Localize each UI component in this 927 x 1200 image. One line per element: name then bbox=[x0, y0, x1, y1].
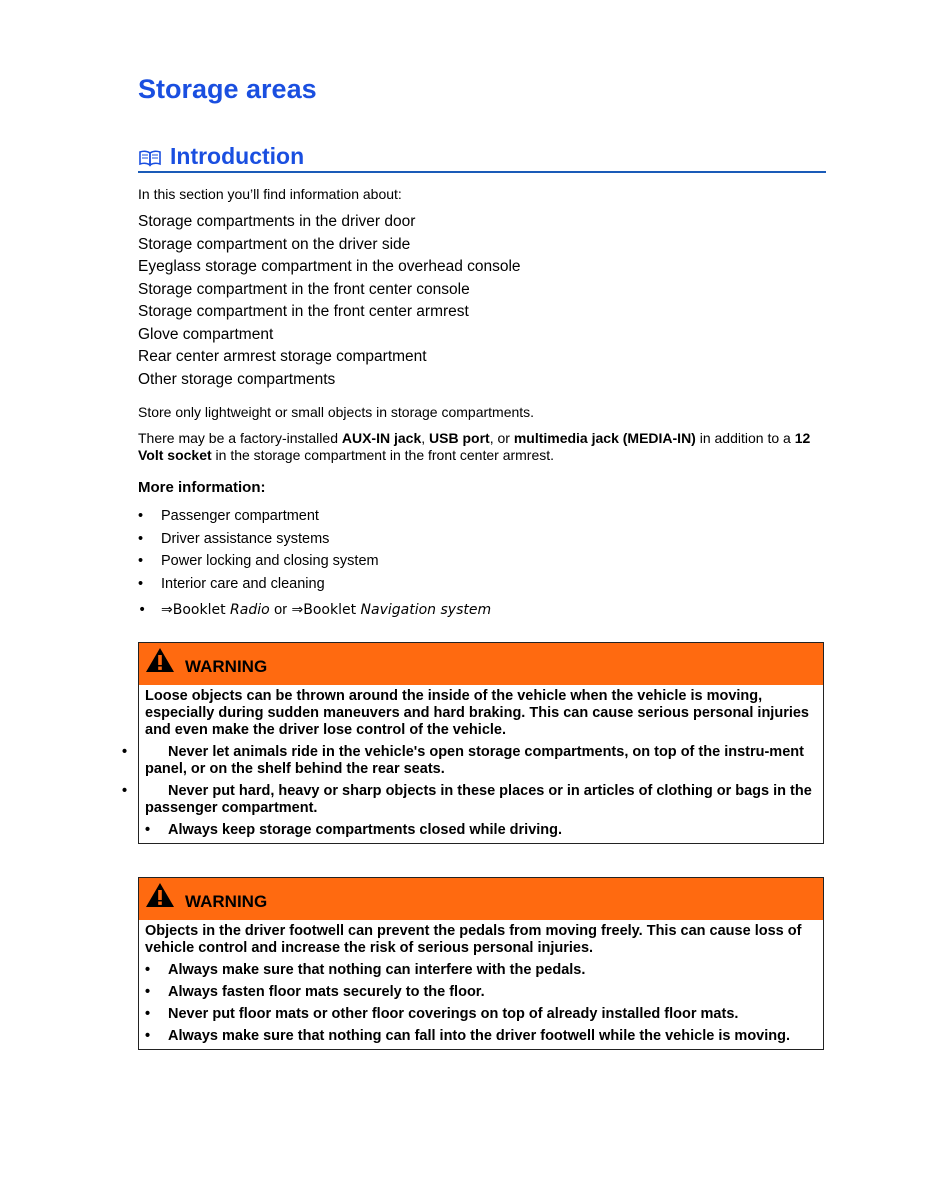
more-info-list bbox=[138, 505, 491, 622]
topic-item[interactable]: Other storage compartments bbox=[138, 370, 336, 388]
warning-triangle-icon bbox=[145, 882, 175, 908]
book-icon bbox=[138, 149, 162, 167]
more-info-link[interactable]: • Passenger compartment bbox=[138, 505, 491, 528]
topic-list bbox=[138, 211, 521, 391]
warning-item: • Always fasten floor mats securely to the floor. bbox=[145, 984, 485, 1000]
more-info-heading: More information: bbox=[138, 479, 266, 496]
more-info-link[interactable]: • Interior care and cleaning bbox=[138, 573, 491, 596]
storage-note: Store only lightweight or small objects in storage compartments. bbox=[138, 404, 535, 420]
topic-item[interactable]: Rear center armrest storage compartment bbox=[138, 348, 427, 365]
warning-body bbox=[139, 920, 823, 1049]
warning-text: Objects in the driver footwell can prevent the pedals from moving freely. This can cause loss of vehicle control and increase the risk of serious personal injuries. bbox=[145, 923, 802, 956]
section-title: Introduction bbox=[170, 143, 305, 169]
warning-item: • Always keep storage compartments closed while driving. bbox=[145, 822, 563, 838]
section-header bbox=[138, 142, 826, 173]
warning-body bbox=[122, 685, 823, 843]
warning-item: • Always make sure that nothing can fall into the driver footwell while the vehicle is moving. bbox=[145, 1028, 791, 1044]
warning-label: WARNING bbox=[185, 892, 268, 911]
warning-triangle-icon bbox=[145, 647, 175, 673]
topic-item[interactable]: Glove compartment bbox=[138, 325, 274, 343]
warning-label: WARNING bbox=[185, 657, 268, 676]
topic-item[interactable]: Storage compartment on the driver side bbox=[138, 235, 411, 253]
more-info-link[interactable]: • Driver assistance systems bbox=[138, 528, 491, 551]
topic-item[interactable]: Eyeglass storage compartment in the overhead console bbox=[138, 258, 521, 275]
topic-item[interactable]: Storage compartments in the driver door bbox=[138, 213, 416, 230]
warning-header bbox=[139, 643, 823, 685]
topic-item[interactable]: Storage compartment in the front center console bbox=[138, 280, 470, 298]
topic-item[interactable]: Storage compartment in the front center armrest bbox=[138, 303, 469, 320]
warning-box-footwell bbox=[138, 877, 824, 1050]
warning-item: • Always make sure that nothing can interfere with the pedals. bbox=[145, 962, 586, 978]
page-title: Storage areas bbox=[138, 74, 317, 104]
warning-box-loose-objects bbox=[122, 642, 824, 844]
booklet-reference[interactable]: • ⇒Booklet Radio or ⇒Booklet Navigation system bbox=[138, 599, 491, 622]
warning-item: • Never put floor mats or other floor coverings on top of already installed floor mats. bbox=[145, 1006, 739, 1022]
warning-item: • Never put hard, heavy or sharp objects in these places or in articles of clothing or bags in the passenger compartment. bbox=[122, 783, 812, 816]
warning-text: Loose objects can be thrown around the inside of the vehicle when the vehicle is moving, especially during sudden maneuvers and hard braking. This can cause serious personal injuries and even make the driver lose control of the vehicle. bbox=[145, 688, 809, 738]
more-info-link[interactable]: • Power locking and closing system bbox=[138, 550, 491, 573]
intro-text: In this section you’ll find information about: bbox=[138, 186, 402, 202]
warning-header bbox=[139, 878, 823, 920]
socket-note: There may be a factory-installed AUX-IN jack, USB port, or multimedia jack (MEDIA-IN) in addition to a 12 Volt socket in the storage compartment in the front center armrest. bbox=[138, 430, 811, 463]
warning-item: • Never let animals ride in the vehicle's open storage compartments, on top of the instru-ment panel, or on the shelf behind the rear seats. bbox=[122, 744, 804, 777]
arrow-icon: ⇒ bbox=[291, 602, 304, 618]
arrow-icon: ⇒ bbox=[161, 602, 173, 618]
